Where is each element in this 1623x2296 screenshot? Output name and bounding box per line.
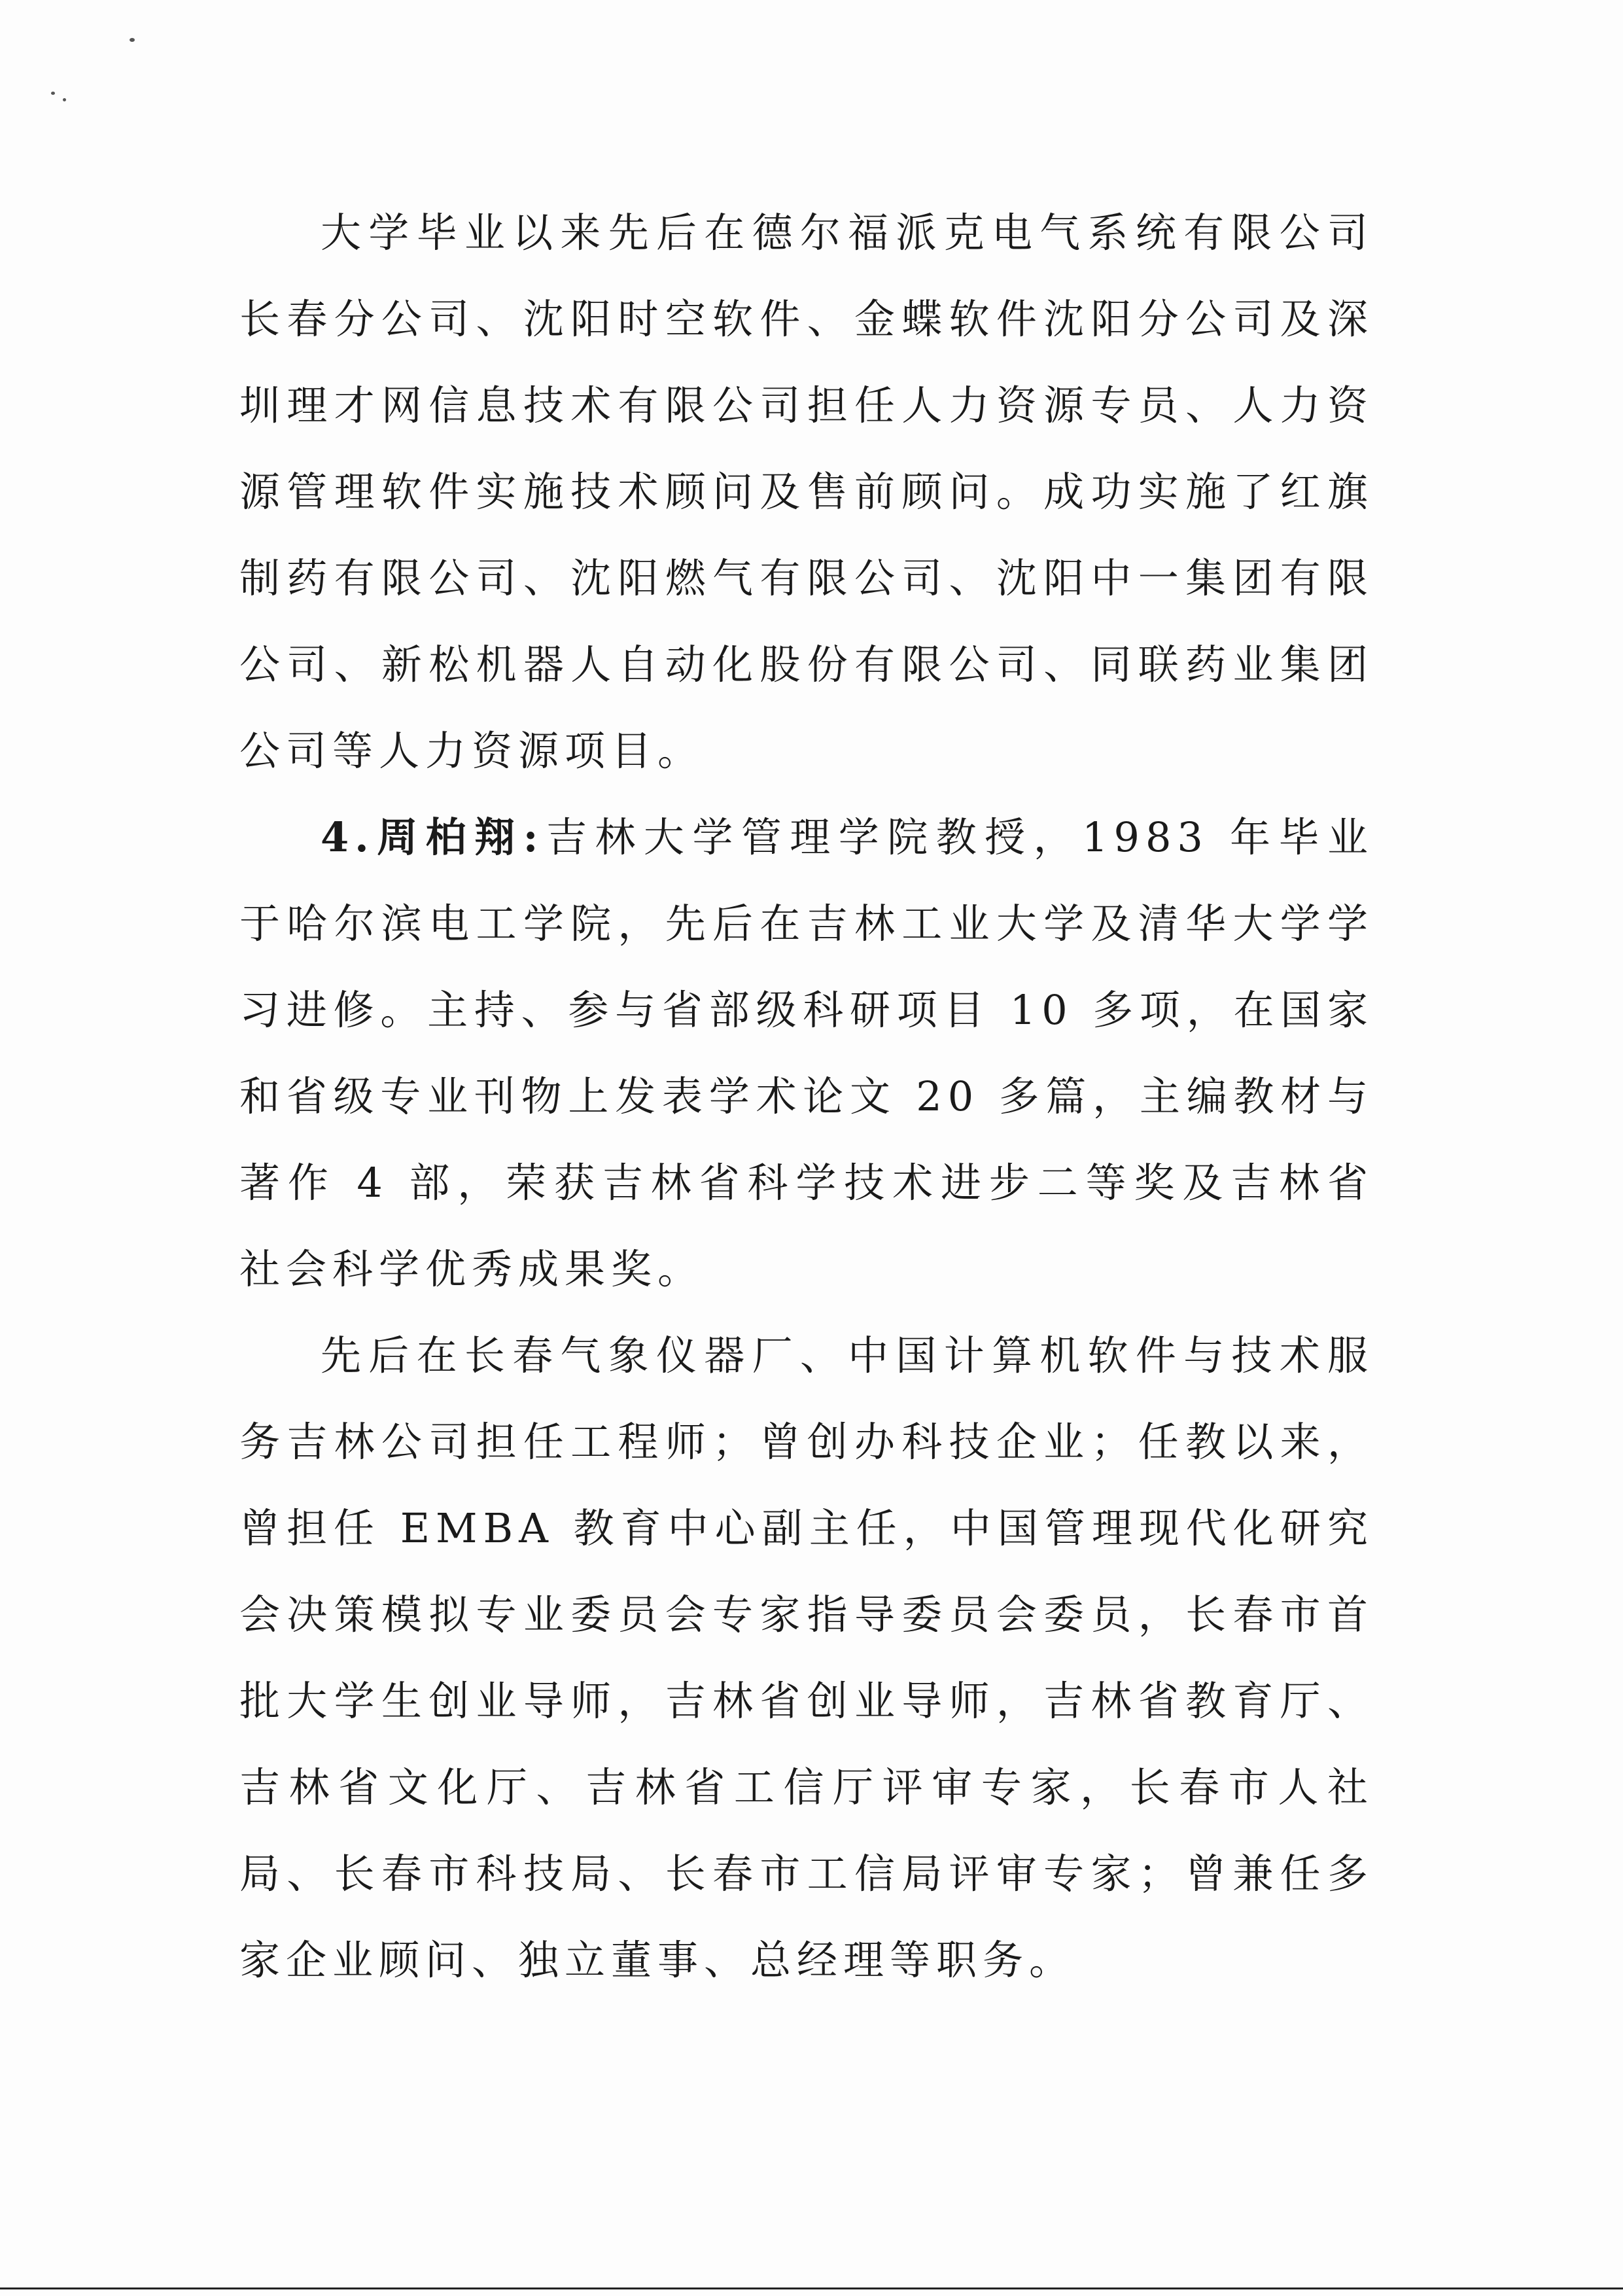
scan-speck (63, 98, 66, 101)
scan-speck (51, 92, 55, 95)
scan-bottom-edge (0, 2287, 1623, 2289)
person-bio: 吉林大学管理学院教授，1983 年毕业于哈尔滨电工学院，先后在吉林工业大学及清华大学学习进修。主持、参与省部级科研项目 10 多项，在国家和省级专业刊物上发表学术论文 20 多篇，主编教材与著作 4 部，荣获吉林省科学技术进步二等奖及吉林省社会科学优秀成果奖。 (239, 813, 1374, 1293)
paragraph-person-4 (239, 794, 1374, 1313)
scan-speck (130, 38, 135, 42)
person-label: 4.周柏翔: (321, 813, 544, 861)
paragraph-career: 先后在长春气象仪器厂、中国计算机软件与技术服务吉林公司担任工程师；曾创办科技企业；任教以来，曾担任 EMBA 教育中心副主任，中国管理现代化研究会决策模拟专业委员会专家指导委员会委员，长春市首批大学生创业导师，吉林省创业导师，吉林省教育厅、吉林省文化厅、吉林省工信厅评审专家，长春市人社局、长春市科技局、长春市工信局评审专家；曾兼任多家企业顾问、独立董事、总经理等职务。 (239, 1332, 1374, 1984)
body-text (239, 190, 1374, 2004)
paragraph-work-history: 大学毕业以来先后在德尔福派克电气系统有限公司长春分公司、沈阳时空软件、金蝶软件沈阳分公司及深圳理才网信息技术有限公司担任人力资源专员、人力资源管理软件实施技术顾问及售前顾问。成功实施了红旗制药有限公司、沈阳燃气有限公司、沈阳中一集团有限公司、新松机器人自动化股份有限公司、同联药业集团公司等人力资源项目。 (239, 209, 1374, 775)
